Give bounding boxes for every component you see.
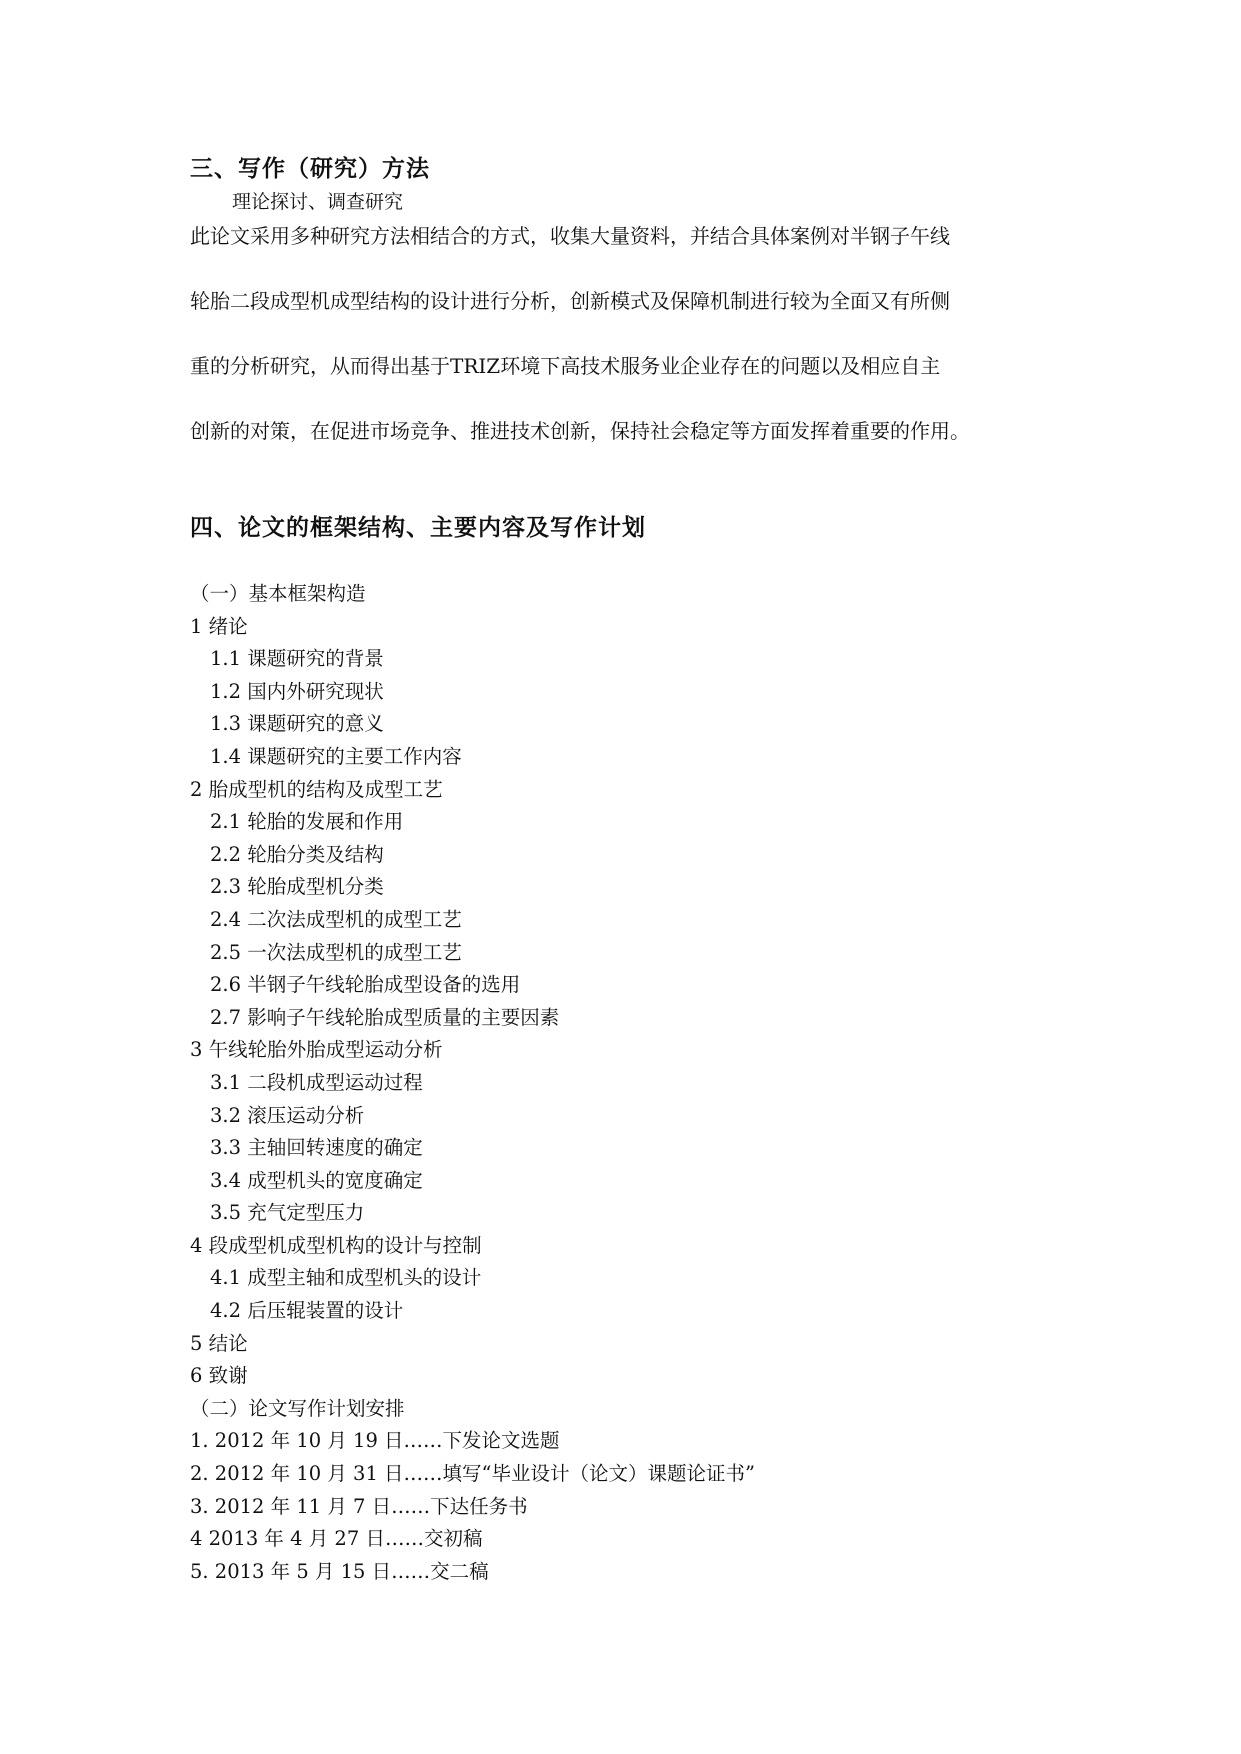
outline-item: 3.5 充气定型压力 — [210, 1201, 365, 1225]
outline-item: 1. 2012 年 10 月 19 日……下发论文选题 — [190, 1429, 560, 1453]
outline-item: 3.4 成型机头的宽度确定 — [210, 1168, 423, 1192]
outline-item: 2.7 影响子午线轮胎成型质量的主要因素 — [210, 1005, 560, 1029]
outline-item: 4.2 后压辊装置的设计 — [210, 1299, 404, 1323]
outline-item: 2.3 轮胎成型机分类 — [210, 875, 384, 899]
paragraph-line: 轮胎二段成型机成型结构的设计进行分析，创新模式及保障机制进行较为全面又有所侧 — [190, 289, 950, 313]
outline-item: 4 2013 年 4 月 27 日……交初稿 — [190, 1527, 483, 1551]
research-method-subline: 理论探讨、调查研究 — [232, 191, 404, 213]
outline-item: 2.2 轮胎分类及结构 — [210, 842, 384, 866]
section-heading-research-method: 三、写作（研究）方法 — [190, 156, 430, 182]
outline-group-heading: （一）基本框架构造 — [190, 582, 366, 605]
outline-item: 2.5 一次法成型机的成型工艺 — [210, 940, 462, 964]
outline-item: 5. 2013 年 5 月 15 日……交二稿 — [190, 1559, 489, 1583]
outline-item: 4 段成型机成型机构的设计与控制 — [190, 1233, 482, 1257]
paragraph-line: 创新的对策，在促进市场竞争、推进技术创新，保持社会稳定等方面发挥着重要的作用。 — [190, 419, 970, 443]
outline-item: 1.1 课题研究的背景 — [210, 647, 384, 671]
outline-list — [190, 578, 1090, 1588]
outline-item: 3.2 滚压运动分析 — [210, 1103, 365, 1127]
outline-item: 2 胎成型机的结构及成型工艺 — [190, 777, 443, 801]
outline-item: 1.4 课题研究的主要工作内容 — [210, 744, 462, 768]
outline-group-heading: （二）论文写作计划安排 — [190, 1396, 405, 1420]
outline-item: 2. 2012 年 10 月 31 日……填写“毕业设计（论文）课题论证书” — [190, 1462, 755, 1486]
outline-item: 3.3 主轴回转速度的确定 — [210, 1136, 423, 1160]
paragraph-line: 重的分析研究，从而得出基于TRIZ环境下高技术服务业企业存在的问题以及相应自主 — [190, 354, 941, 378]
outline-item: 5 结论 — [190, 1331, 248, 1355]
outline-item: 4.1 成型主轴和成型机头的设计 — [210, 1266, 482, 1290]
outline-item: 6 致谢 — [190, 1364, 248, 1388]
outline-item: 1.3 课题研究的意义 — [210, 712, 384, 736]
section-heading-framework: 四、论文的框架结构、主要内容及写作计划 — [190, 515, 646, 541]
outline-item: 2.1 轮胎的发展和作用 — [210, 810, 404, 834]
outline-item: 2.4 二次法成型机的成型工艺 — [210, 907, 462, 931]
paragraph-line: 此论文采用多种研究方法相结合的方式，收集大量资料，并结合具体案例对半钢子午线 — [190, 224, 950, 248]
outline-item: 3 午线轮胎外胎成型运动分析 — [190, 1038, 443, 1062]
outline-item: 1.2 国内外研究现状 — [210, 679, 384, 703]
outline-item: 3.1 二段机成型运动过程 — [210, 1070, 423, 1094]
outline-item: 3. 2012 年 11 月 7 日……下达任务书 — [190, 1494, 528, 1518]
outline-item: 2.6 半钢子午线轮胎成型设备的选用 — [210, 973, 521, 997]
outline-item: 1 绪论 — [190, 614, 248, 638]
